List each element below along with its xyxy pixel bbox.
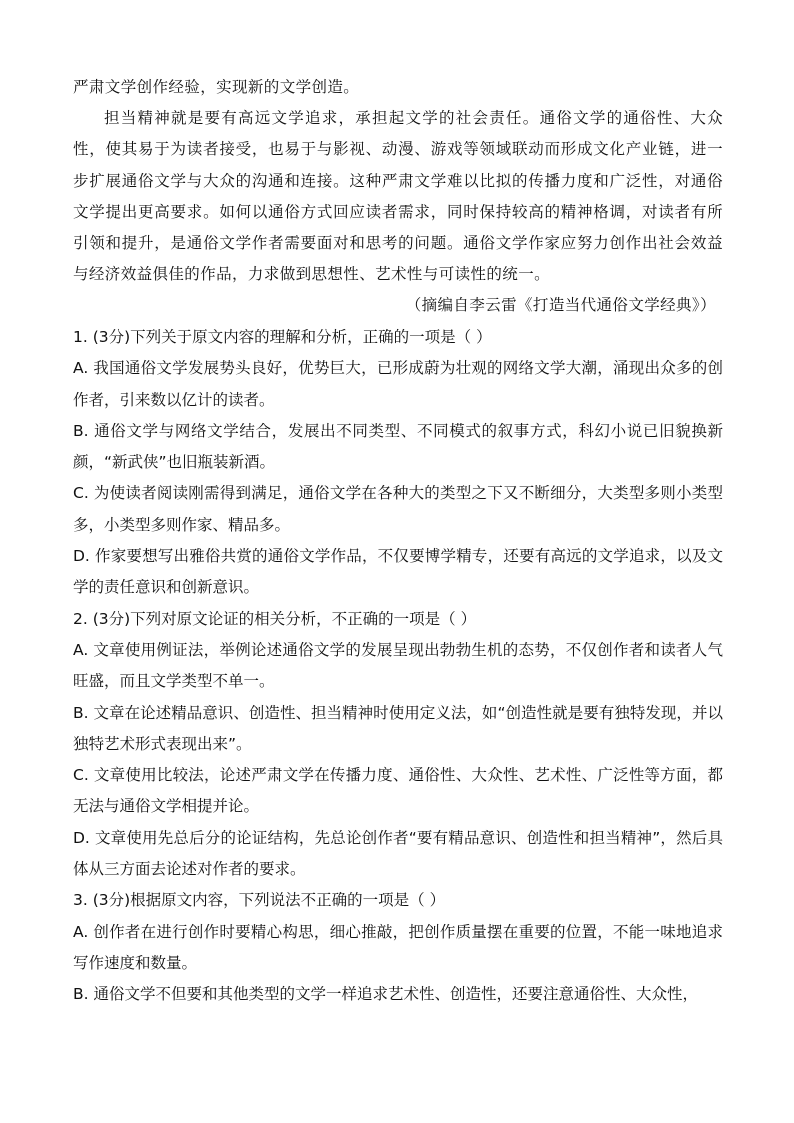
question-1 — [73, 322, 723, 604]
option-a: A. 我国通俗文学发展势头良好，优势巨大，已形成蔚为壮观的网络文学大潮，涌现出众多的创作者，引来数以亿计的读者。 — [73, 359, 723, 409]
passage-paragraph: 担当精神就是要有高远文学追求，承担起文学的社会责任。通俗文学的通俗性、大众性，使其易于为读者接受，也易于与影视、动漫、游戏等领域联动而形成文化产业链，进一步扩展通俗文学与大众的沟通和连接。这种严肃文学难以比拟的传播力度和广泛性，对通俗文学提出更高要求。如何以通俗方式回应读者需求，同时保持较高的精神格调，对读者有所引领和提升，是通俗文学作者需要面对和思考的问题。通俗文学作家应努力创作出社会效益与经济效益俱佳的作品，力求做到思想性、艺术性与可读性的统一。 — [73, 109, 723, 284]
passage — [73, 72, 723, 290]
option-c: C. 为使读者阅读刚需得到满足，通俗文学在各种大的类型之下又不断细分，大类型多则小类型多，小类型多则作家、精品多。 — [73, 484, 723, 534]
option-b: B. 文章在论述精品意识、创造性、担当精神时使用定义法，如“创造性就是要有独特发现，并以独特艺术形式表现出来”。 — [73, 703, 723, 753]
question-3 — [73, 885, 723, 1010]
passage-paragraph: 严肃文学创作经验，实现新的文学创造。 — [73, 78, 360, 96]
option-d: D. 作家要想写出雅俗共赏的通俗文学作品，不仅要博学精专，还要有高远的文学追求，以及文学的责任意识和创新意识。 — [73, 547, 723, 597]
option-b: B. 通俗文学不但要和其他类型的文学一样追求艺术性、创造性，还要注意通俗性、大众性， — [73, 985, 698, 1004]
source-citation: （摘编自李云雷《打造当代通俗文学经典》） — [405, 296, 716, 314]
question-list — [73, 322, 723, 1011]
option-a: A. 创作者在进行创作时要精心构思，细心推敲，把创作质量摆在重要的位置，不能一味地追求写作速度和数量。 — [73, 922, 723, 972]
question-stem: 2. (3分)下列对原文论证的相关分析，不正确的一项是（ ） — [73, 609, 477, 628]
option-d: D. 文章使用先总后分的论证结构，先总论创作者“要有精品意识、创造性和担当精神”，然后具体从三方面去论述对作者的要求。 — [73, 828, 723, 879]
option-b: B. 通俗文学与网络文学结合，发展出不同类型、不同模式的叙事方式，科幻小说已旧貌换新颜，“新武侠”也旧瓶装新酒。 — [73, 421, 723, 472]
question-stem: 1. (3分)下列关于原文内容的理解和分析，正确的一项是（ ） — [73, 328, 492, 346]
option-c: C. 文章使用比较法，论述严肃文学在传播力度、通俗性、大众性、艺术性、广泛性等方面，都无法与通俗文学相提并论。 — [73, 766, 723, 816]
question-2 — [73, 604, 723, 886]
option-a: A. 文章使用例证法，举例论述通俗文学的发展呈现出勃勃生机的态势，不仅创作者和读者人气旺盛，而且文学类型不单一。 — [73, 640, 723, 691]
question-stem: 3. (3分)根据原文内容，下列说法不正确的一项是（ ） — [73, 891, 446, 910]
